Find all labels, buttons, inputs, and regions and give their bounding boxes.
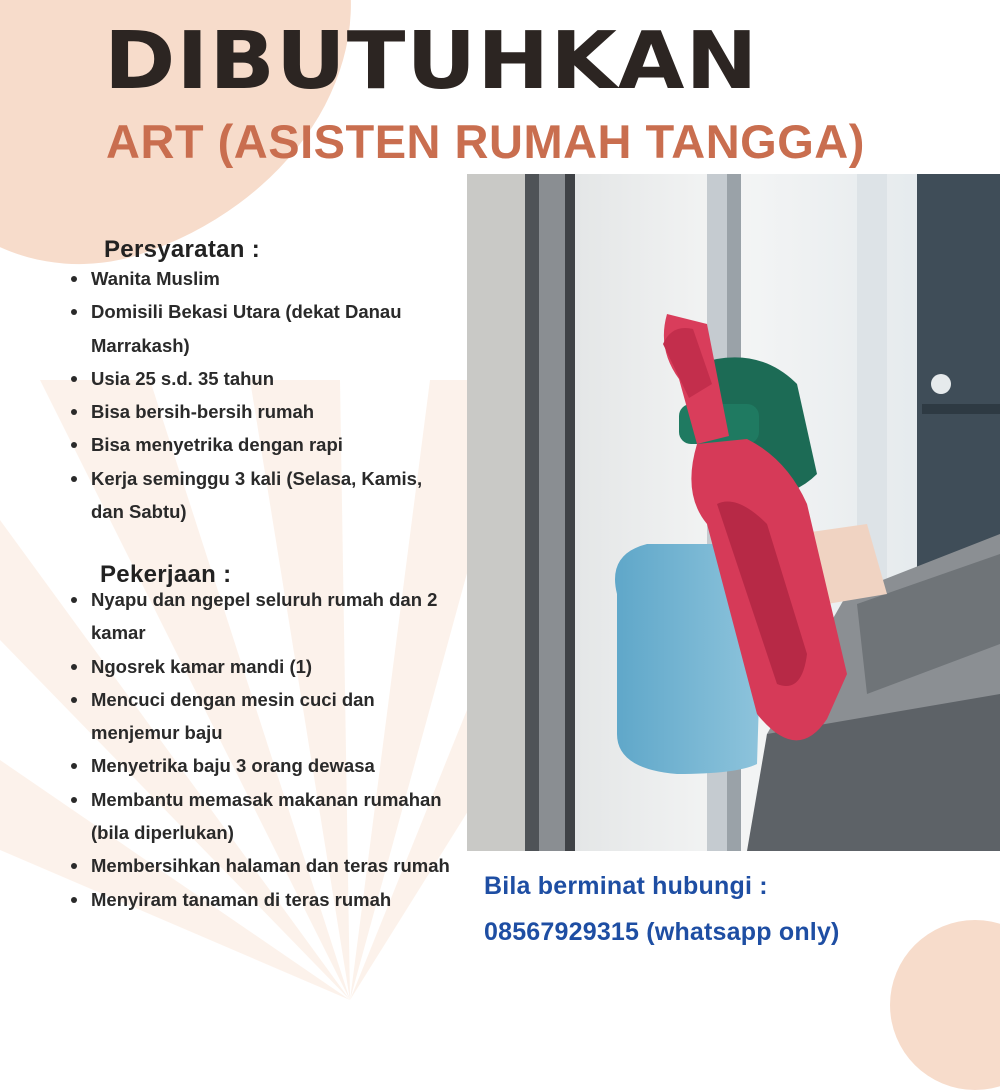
jobs-list: [68, 583, 453, 916]
window-cleaning-illustration: [467, 174, 1000, 851]
list-item: Wanita Muslim: [68, 262, 453, 295]
list-item: Nyapu dan ngepel seluruh rumah dan 2 kamar: [68, 583, 453, 650]
requirements-heading: Persyaratan :: [104, 236, 260, 263]
decorative-corner-blob: [890, 920, 1000, 1090]
list-item: Mencuci dengan mesin cuci dan menjemur baju: [68, 683, 453, 750]
list-item: Bisa bersih-bersih rumah: [68, 395, 453, 428]
list-item: Usia 25 s.d. 35 tahun: [68, 362, 453, 395]
cleaning-photo: [467, 174, 1000, 851]
page-title: DIBUTUHKAN: [104, 15, 759, 108]
list-item: Membersihkan halaman dan teras rumah: [68, 849, 453, 882]
list-item: Bisa menyetrika dengan rapi: [68, 428, 453, 461]
contact-prompt: Bila berminat hubungi :: [484, 872, 768, 900]
list-item: Domisili Bekasi Utara (dekat Danau Marrakash): [68, 295, 453, 362]
page-subtitle: ART (ASISTEN RUMAH TANGGA): [106, 115, 865, 168]
list-item: Menyiram tanaman di teras rumah: [68, 883, 453, 916]
list-item: Membantu memasak makanan rumahan (bila diperlukan): [68, 783, 453, 850]
list-item: Menyetrika baju 3 orang dewasa: [68, 749, 453, 782]
contact-phone: 08567929315 (whatsapp only): [484, 918, 840, 946]
list-item: Ngosrek kamar mandi (1): [68, 650, 453, 683]
requirements-list: [68, 262, 453, 528]
list-item: Kerja seminggu 3 kali (Selasa, Kamis, dan Sabtu): [68, 462, 453, 529]
jobs-heading: Pekerjaan :: [100, 561, 232, 588]
